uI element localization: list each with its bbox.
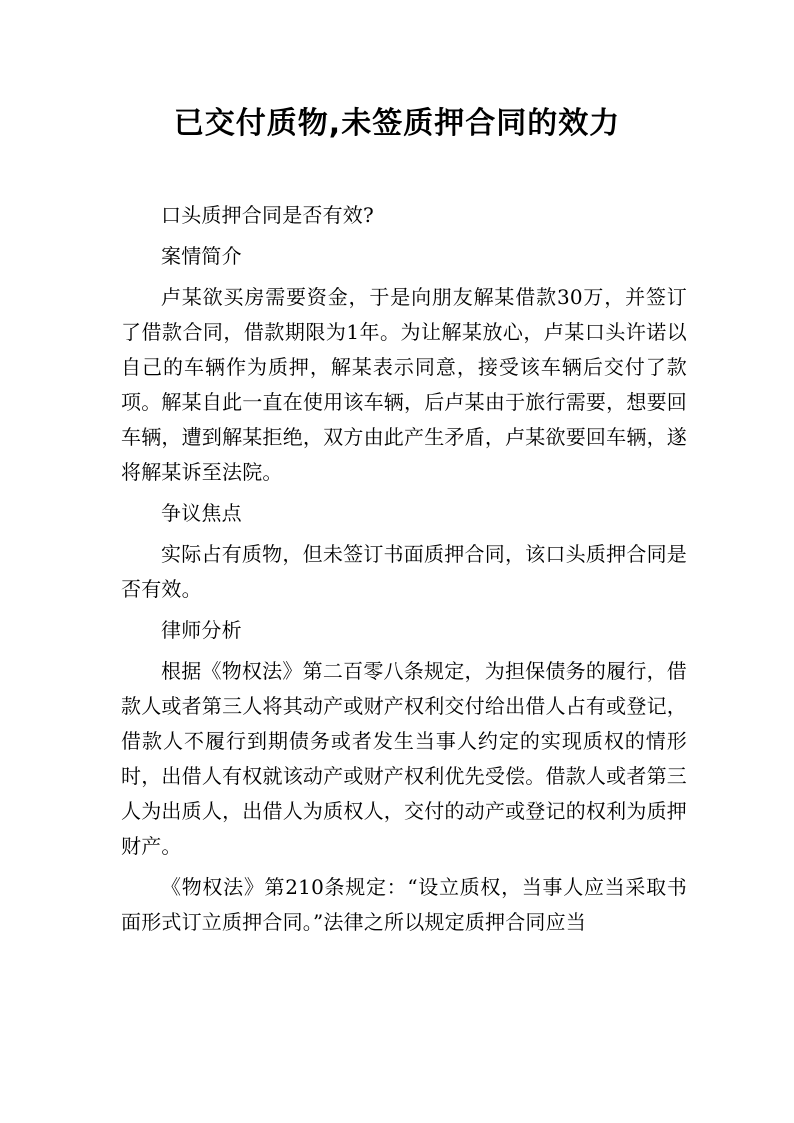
paragraph-question: 口头质押合同是否有效? [161, 203, 374, 227]
document-body [121, 198, 687, 946]
heading-case-summary: 案情简介 [161, 244, 242, 268]
heading-dispute-focus: 争议焦点 [161, 501, 242, 525]
paragraph-analysis-article-208: 根据《物权法》第二百零八条规定，为担保债务的履行，借款人或者第三人将其动产或财产权利交付给出借人占有或登记，借款人不履行到期债务或者发生当事人约定的实现质权的情形时，出借人有权就该动产或财产权利优先受偿。借款人或者第三人为出质人，出借人为质权人，交付的动产或登记的权利为质押财产。 [121, 659, 687, 858]
heading-lawyer-analysis: 律师分析 [161, 618, 242, 642]
paragraph-analysis-article-210: 《物权法》第210条规定：“设立质权，当事人应当采取书面形式订立质押合同。”法律之所以规定质押合同应当 [121, 875, 687, 934]
paragraph-case-details: 卢某欲买房需要资金，于是向朋友解某借款30万，并签订了借款合同，借款期限为1年。为让解某放心，卢某口头许诺以自己的车辆作为质押，解某表示同意，接受该车辆后交付了款项。解某自此一直在使用该车辆，后卢某由于旅行需要，想要回车辆，遭到解某拒绝，双方由此产生矛盾，卢某欲要回车辆，遂将解某诉至法院。 [121, 285, 687, 484]
paragraph-dispute-focus: 实际占有质物，但未签订书面质押合同，该口头质押合同是否有效。 [121, 542, 687, 601]
document-title: 已交付质物,未签质押合同的效力 [173, 106, 621, 141]
